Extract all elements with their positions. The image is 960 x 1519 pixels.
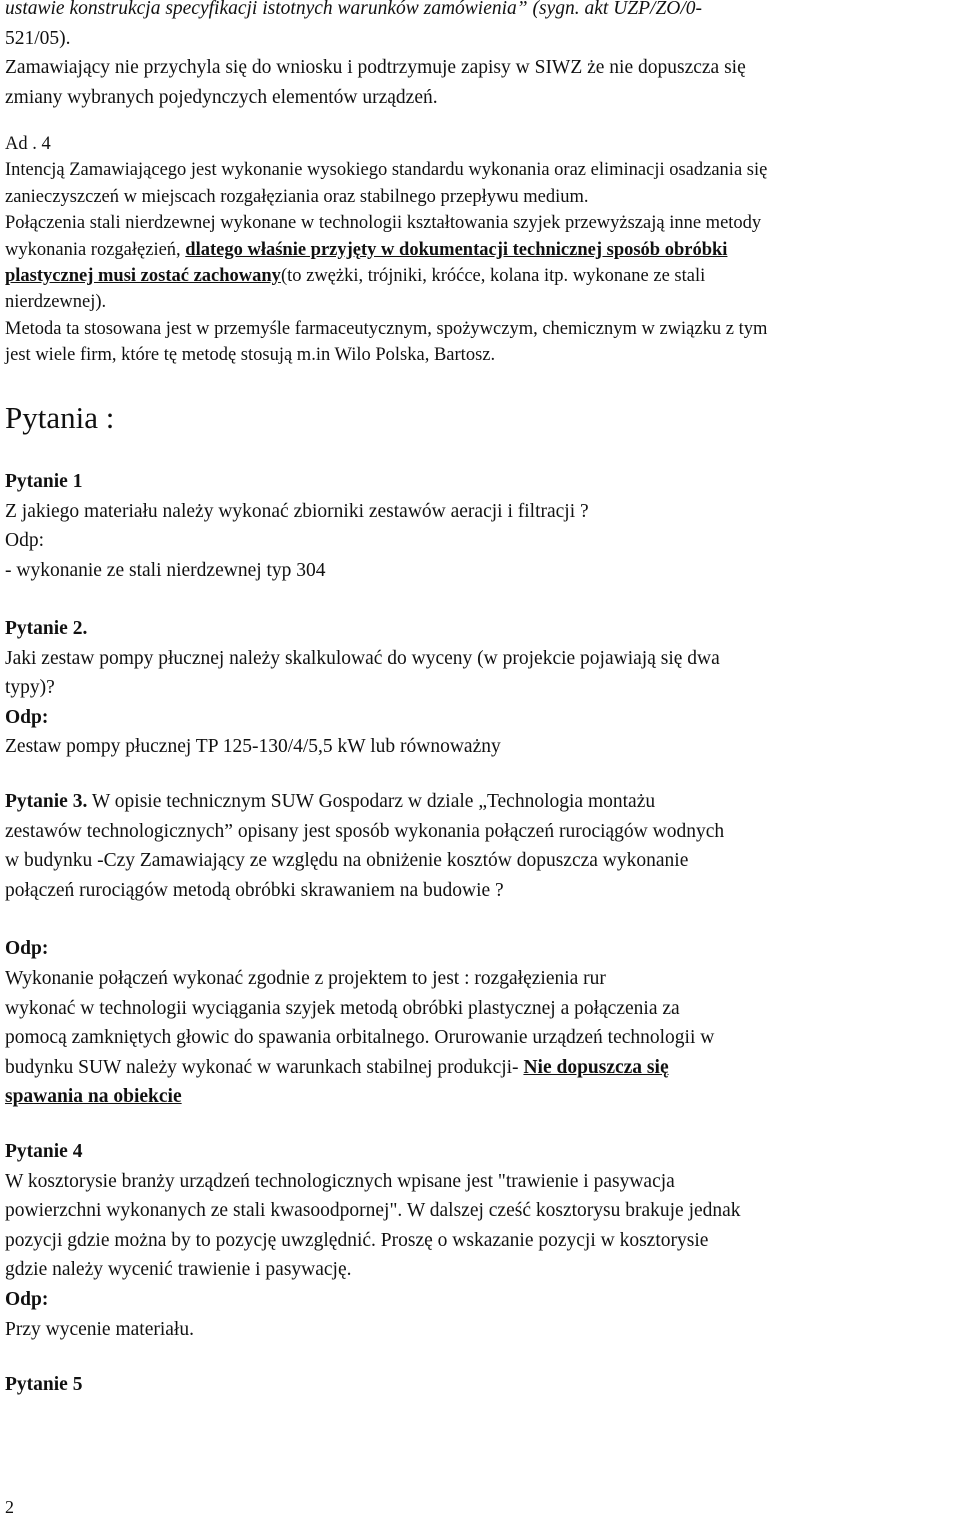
ad-4-text: (to zwężki, trójniki, króćce, kolana itp. wykonane ze stali	[280, 266, 706, 287]
question-text: Jaki zestaw pompy płucznej należy skalkulować do wyceny (w projekcie pojawiają się dwa	[5, 647, 720, 669]
question-4	[5, 1137, 741, 1344]
ad-4-line	[5, 237, 767, 263]
question-text-span: W opisie technicznym SUW Gospodarz w dziale „Technologia montażu	[87, 791, 656, 812]
ad-4-emphasis: plastycznej musi zostać zachowany	[5, 266, 281, 287]
intro-line: zmiany wybranych pojedynczych elementów urządzeń.	[5, 86, 438, 108]
question-text: powierzchni wykonanych ze stali kwasoodpornej". W dalszej cześć kosztorysu brakuje jednak	[5, 1200, 741, 1222]
ad-4-line: nierdzewnej).	[5, 292, 107, 313]
answer-emphasis: Nie dopuszcza się	[523, 1056, 669, 1078]
answer-emphasis: spawania na obiekcie	[5, 1086, 182, 1108]
ad-4-text: wykonania rozgałęzień,	[5, 239, 186, 260]
question-5	[5, 1370, 82, 1400]
question-text: gdzie należy wycenić trawienie i pasywację.	[5, 1259, 352, 1281]
ad-4-section	[5, 131, 767, 369]
question-heading: Pytanie 2.	[5, 618, 88, 639]
answer-text	[5, 1053, 724, 1083]
ad-4-line: zanieczyszczeń w miejscach rozgałęziania oraz stabilnego przepływu medium.	[5, 186, 589, 207]
spacer	[5, 905, 724, 934]
answer-text: Przy wycenie materiału.	[5, 1318, 194, 1340]
answer-text: wykonać w technologii wyciągania szyjek metodą obróbki plastycznej a połączenia za	[5, 997, 680, 1019]
answer-text: - wykonanie ze stali nierdzewnej typ 304	[5, 559, 326, 581]
section-title: Pytania :	[5, 400, 115, 435]
ad-4-line: jest wiele firm, które tę metodę stosują m.in Wilo Polska, Bartosz.	[5, 345, 496, 366]
ad-4-title: Ad . 4	[5, 134, 51, 154]
ad-4-line	[5, 263, 767, 289]
intro-paragraph	[5, 0, 746, 112]
ad-4-emphasis: dlatego właśnie przyjęty w dokumentacji technicznej sposób obróbki	[185, 239, 728, 260]
question-heading: Pytanie 4	[5, 1141, 83, 1162]
question-text: Z jakiego materiału należy wykonać zbiorniki zestawów aeracji i filtracji ?	[5, 500, 589, 522]
answer-label: Odp:	[5, 706, 49, 728]
ad-4-line: Metoda ta stosowana jest w przemyśle farmaceutycznym, spożywczym, chemicznym w związku z tym	[5, 318, 768, 339]
answer-label: Odp:	[5, 530, 44, 552]
answer-text-span: budynku SUW należy wykonać w warunkach stabilnej produkcji-	[5, 1056, 524, 1078]
ad-4-line: Połączenia stali nierdzewnej wykonane w technologii kształtowania szyjek przewyższają inne metody	[5, 213, 762, 234]
question-text: w budynku -Czy Zamawiający ze względu na obniżenie kosztów dopuszcza wykonanie	[5, 850, 689, 872]
intro-line: 521/05).	[5, 27, 71, 49]
question-heading: Pytanie 5	[5, 1374, 83, 1395]
intro-line: ustawie konstrukcja specyfikacji istotnych warunków zamówienia” (sygn. akt UZP/ZO/0-	[5, 0, 703, 19]
question-text: pozycji gdzie można by to pozycję uwzględnić. Proszę o wskazanie pozycji w kosztorysie	[5, 1229, 709, 1251]
question-text: zestawów technologicznych” opisany jest sposób wykonania połączeń rurociągów wodnych	[5, 820, 725, 842]
question-text: W kosztorysie branży urządzeń technologicznych wpisane jest "trawienie i pasywacja	[5, 1170, 675, 1192]
answer-text: Wykonanie połączeń wykonać zgodnie z projektem to jest : rozgałęzienia rur	[5, 967, 606, 989]
answer-text: Zestaw pompy płucznej TP 125-130/4/5,5 kW lub równoważny	[5, 736, 501, 758]
question-heading: Pytanie 1	[5, 471, 83, 492]
answer-label: Odp:	[5, 1288, 49, 1310]
question-heading: Pytanie 3.	[5, 791, 88, 812]
page-number: 2	[5, 1497, 14, 1517]
answer-label: Odp:	[5, 938, 49, 960]
question-3	[5, 787, 724, 1112]
question-1	[5, 467, 589, 585]
intro-line: Zamawiający nie przychyla się do wniosku i podtrzymuje zapisy w SIWZ że nie dopuszcza się	[5, 57, 746, 79]
question-2	[5, 614, 720, 762]
question-text: typy)?	[5, 677, 55, 699]
answer-text: pomocą zamkniętych głowic do spawania orbitalnego. Orurowanie urządzeń technologii w	[5, 1027, 715, 1049]
question-text: połączeń rurociągów metodą obróbki skrawaniem na budowie ?	[5, 879, 504, 901]
ad-4-line: Intencją Zamawiającego jest wykonanie wysokiego standardu wykonania oraz eliminacji osadzania się	[5, 160, 768, 181]
question-text	[5, 787, 724, 817]
